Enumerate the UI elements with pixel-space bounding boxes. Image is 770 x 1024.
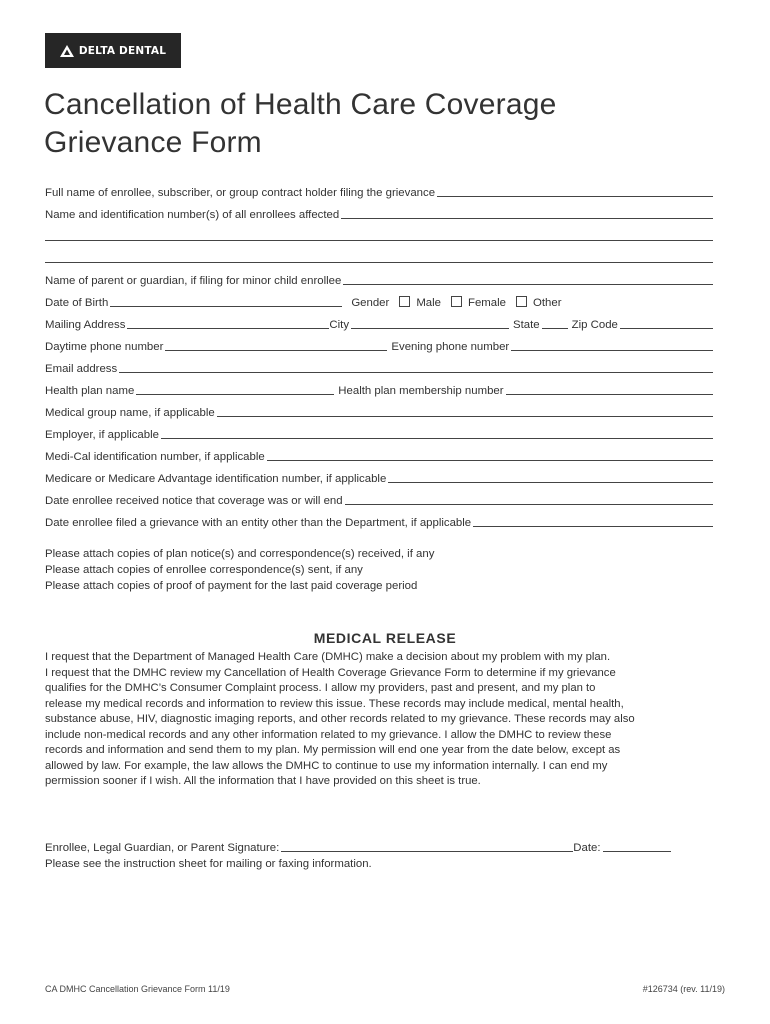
membership-number-label: Health plan membership number bbox=[338, 385, 504, 397]
medical-group-field[interactable] bbox=[217, 415, 713, 417]
medi-cal-row bbox=[45, 443, 713, 465]
date-field[interactable] bbox=[603, 850, 671, 852]
attachment-instructions bbox=[45, 546, 434, 594]
delta-dental-logo bbox=[45, 33, 181, 68]
names-ids-field-2[interactable] bbox=[45, 239, 713, 241]
release-line: I request that the DMHC review my Cancellation of Health Coverage Grievance Form to determine if my grievance bbox=[45, 666, 616, 679]
email-label: Email address bbox=[45, 363, 118, 375]
grievance-date-row bbox=[45, 509, 713, 531]
attachment-line: Please attach copies of proof of payment for the last paid coverage period bbox=[45, 580, 418, 592]
medicare-field[interactable] bbox=[388, 481, 713, 483]
zip-label: Zip Code bbox=[571, 319, 618, 331]
gender-label: Gender bbox=[351, 297, 390, 309]
logo-text: DELTA DENTAL bbox=[78, 44, 167, 57]
signature-row bbox=[45, 834, 713, 856]
names-ids-label: Name and identification number(s) of all enrollees affected bbox=[45, 209, 340, 221]
state-label: State bbox=[513, 319, 540, 331]
grievance-date-label: Date enrollee filed a grievance with an entity other than the Department, if applicable bbox=[45, 517, 472, 529]
evening-phone-field[interactable] bbox=[511, 349, 713, 351]
daytime-phone-field[interactable] bbox=[165, 349, 387, 351]
full-name-row bbox=[45, 179, 713, 201]
parent-guardian-field[interactable] bbox=[343, 283, 713, 285]
plan-name-field[interactable] bbox=[136, 393, 334, 395]
title-line-2: Grievance Form bbox=[44, 126, 262, 159]
dob-gender-row bbox=[45, 289, 713, 311]
female-label: Female bbox=[468, 297, 506, 309]
mailing-address-label: Mailing Address bbox=[45, 319, 126, 331]
names-ids-row bbox=[45, 201, 713, 223]
mailing-address-field[interactable] bbox=[127, 327, 329, 329]
attachment-line: Please attach copies of enrollee correspondence(s) sent, if any bbox=[45, 564, 363, 576]
release-line: qualifies for the DMHC’s Consumer Complaint process. I allow my providers, past and present, and my plan to bbox=[45, 682, 596, 694]
title-line-1: Cancellation of Health Care Coverage bbox=[44, 88, 557, 121]
medical-release-heading: MEDICAL RELEASE bbox=[313, 630, 457, 646]
email-field[interactable] bbox=[119, 371, 713, 373]
zip-field[interactable] bbox=[620, 327, 713, 329]
city-field[interactable] bbox=[351, 327, 509, 329]
grievance-date-field[interactable] bbox=[473, 525, 713, 527]
full-name-label: Full name of enrollee, subscriber, or group contract holder filing the grievance bbox=[45, 187, 436, 199]
names-ids-field[interactable] bbox=[341, 217, 713, 219]
medical-group-label: Medical group name, if applicable bbox=[45, 407, 215, 419]
plan-row bbox=[45, 377, 713, 399]
release-line: records and information and send them to my plan. My permission will end one year from the date below, except as bbox=[45, 744, 621, 756]
address-row bbox=[45, 311, 713, 333]
release-line: permission sooner if I wish. All the information that I have provided on this sheet is true. bbox=[45, 775, 481, 787]
state-field[interactable] bbox=[542, 327, 568, 329]
delta-triangle-icon bbox=[60, 45, 74, 57]
attachment-line: Please attach copies of plan notice(s) and correspondence(s) received, if any bbox=[45, 548, 435, 560]
notice-date-label: Date enrollee received notice that coverage was or will end bbox=[45, 495, 343, 507]
names-ids-row-2 bbox=[45, 223, 713, 245]
signature-field[interactable] bbox=[281, 850, 573, 852]
male-label: Male bbox=[416, 297, 442, 309]
instruction-note: Please see the instruction sheet for mailing or faxing information. bbox=[45, 858, 372, 870]
email-row bbox=[45, 355, 713, 377]
dob-field[interactable] bbox=[110, 305, 342, 307]
medicare-row bbox=[45, 465, 713, 487]
page-title bbox=[44, 86, 556, 162]
plan-name-label: Health plan name bbox=[45, 385, 135, 397]
release-line: I request that the Department of Managed Health Care (DMHC) make a decision about my problem with my plan. bbox=[45, 651, 611, 663]
release-line: include non-medical records and any other information related to my grievance. I allow the DMHC to review these bbox=[45, 728, 612, 741]
release-line: release my medical records and information to review this issue. These records may include medical, mental health, bbox=[45, 697, 624, 710]
signature-label: Enrollee, Legal Guardian, or Parent Signature: bbox=[45, 842, 280, 854]
medicare-label: Medicare or Medicare Advantage identification number, if applicable bbox=[45, 473, 387, 485]
employer-label: Employer, if applicable bbox=[45, 429, 159, 441]
notice-date-row bbox=[45, 487, 713, 509]
full-name-field[interactable] bbox=[437, 195, 713, 197]
signature-section bbox=[45, 834, 713, 856]
notice-date-field[interactable] bbox=[345, 503, 713, 505]
names-ids-field-3[interactable] bbox=[45, 261, 713, 263]
grievance-form bbox=[45, 179, 713, 531]
medical-group-row bbox=[45, 399, 713, 421]
female-checkbox[interactable] bbox=[451, 296, 462, 307]
date-label: Date: bbox=[573, 842, 601, 854]
medi-cal-label: Medi-Cal identification number, if applicable bbox=[45, 451, 265, 463]
membership-number-field[interactable] bbox=[506, 393, 713, 395]
city-label: City bbox=[329, 319, 350, 331]
phone-row bbox=[45, 333, 713, 355]
medi-cal-field[interactable] bbox=[267, 459, 713, 461]
release-line: allowed by law. For example, the law allows the DMHC to continue to use my information internally. I can end my bbox=[45, 759, 608, 772]
footer-form-number: #126734 (rev. 11/19) bbox=[642, 984, 725, 994]
employer-row bbox=[45, 421, 713, 443]
dob-label: Date of Birth bbox=[45, 297, 109, 309]
evening-phone-label: Evening phone number bbox=[391, 341, 510, 353]
male-checkbox[interactable] bbox=[399, 296, 410, 307]
other-label: Other bbox=[533, 297, 562, 309]
other-checkbox[interactable] bbox=[516, 296, 527, 307]
parent-guardian-row bbox=[45, 267, 713, 289]
medical-release-text bbox=[45, 650, 715, 790]
release-line: substance abuse, HIV, diagnostic imaging reports, and other records related to my grievance. These records may also bbox=[45, 713, 635, 725]
footer-form-name: CA DMHC Cancellation Grievance Form 11/19 bbox=[45, 984, 230, 994]
parent-guardian-label: Name of parent or guardian, if filing for minor child enrollee bbox=[45, 275, 342, 287]
employer-field[interactable] bbox=[161, 437, 713, 439]
names-ids-row-3 bbox=[45, 245, 713, 267]
daytime-phone-label: Daytime phone number bbox=[45, 341, 164, 353]
